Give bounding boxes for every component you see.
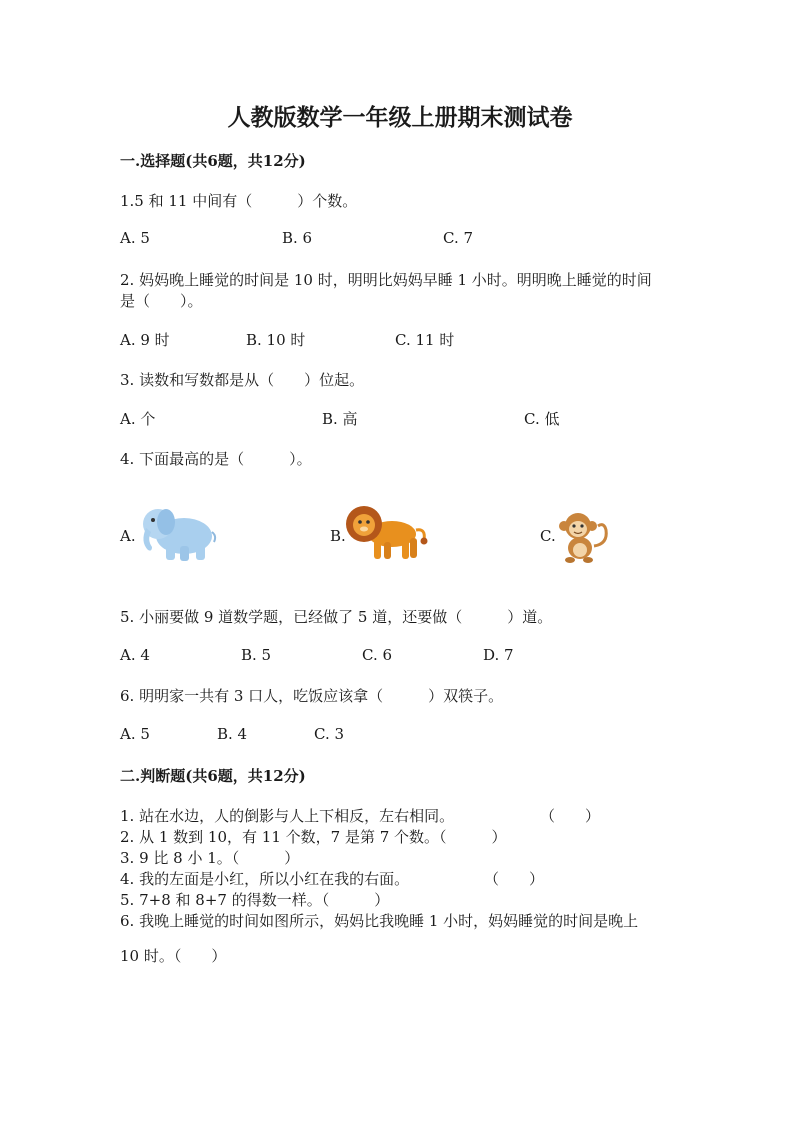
- judgement-2: 2. 从 1 数到 10，有 11 个数，7 是第 7 个数。（ ）: [120, 828, 507, 846]
- page-title: 人教版数学一年级上册期末测试卷: [227, 104, 573, 131]
- judgement-6-line1: 6. 我晚上睡觉的时间如图所示，妈妈比我晚睡 1 小时，妈妈睡觉的时间是晚上: [120, 912, 639, 930]
- judgement-3: 3. 9 比 8 小 1。（ ）: [120, 849, 300, 867]
- q1-option-b: B. 6: [282, 229, 313, 247]
- q6-option-b: B. 4: [217, 725, 248, 743]
- judgement-5: 5. 7+8 和 8+7 的得数一样。（ ）: [120, 891, 390, 909]
- monkey-image: [556, 508, 612, 564]
- q3-option-c: C. 低: [524, 410, 560, 428]
- q5-option-c: C. 6: [362, 646, 393, 664]
- q3-option-b: B. 高: [322, 410, 358, 428]
- q6-option-a: A. 5: [120, 725, 150, 743]
- q1-option-c: C. 7: [443, 229, 474, 247]
- lion-image: [344, 498, 430, 564]
- q2-option-b: B. 10 时: [246, 331, 306, 349]
- q3-option-a: A. 个: [120, 410, 156, 428]
- q5-option-b: B. 5: [241, 646, 272, 664]
- q2-option-c: C. 11 时: [395, 331, 455, 349]
- judgement-4-blank: （ ）: [484, 870, 545, 888]
- section-heading-judgement: 二.判断题(共6题，共12分): [120, 767, 306, 785]
- q2-option-a: A. 9 时: [120, 331, 170, 349]
- q1-option-a: A. 5: [120, 229, 150, 247]
- section-heading-choice: 一.选择题(共6题，共12分): [120, 152, 306, 170]
- judgement-1-blank: （ ）: [540, 807, 601, 825]
- q4-option-a: A.: [120, 527, 136, 545]
- question-1: 1.5 和 11 中间有（ ）个数。: [120, 192, 358, 210]
- judgement-4: 4. 我的左面是小红，所以小红在我的右面。: [120, 870, 410, 888]
- elephant-image: [138, 502, 218, 564]
- question-4: 4. 下面最高的是（ ）。: [120, 450, 312, 468]
- question-2-line1: 2. 妈妈晚上睡觉的时间是 10 时，明明比妈妈早睡 1 小时。明明晚上睡觉的时间: [120, 271, 652, 289]
- q4-option-b: B.: [330, 527, 346, 545]
- q5-option-a: A. 4: [120, 646, 150, 664]
- question-3: 3. 读数和写数都是从（ ）位起。: [120, 371, 365, 389]
- question-5: 5. 小丽要做 9 道数学题，已经做了 5 道，还要做（ ）道。: [120, 608, 553, 626]
- judgement-6-line2: 10 时。（ ）: [120, 947, 227, 965]
- question-2-line2: 是（ ）。: [120, 292, 203, 310]
- question-6: 6. 明明家一共有 3 口人，吃饭应该拿（ ）双筷子。: [120, 687, 504, 705]
- q5-option-d: D. 7: [483, 646, 514, 664]
- judgement-1: 1. 站在水边，人的倒影与人上下相反，左右相同。: [120, 807, 455, 825]
- q4-option-c: C.: [540, 527, 556, 545]
- q6-option-c: C. 3: [314, 725, 345, 743]
